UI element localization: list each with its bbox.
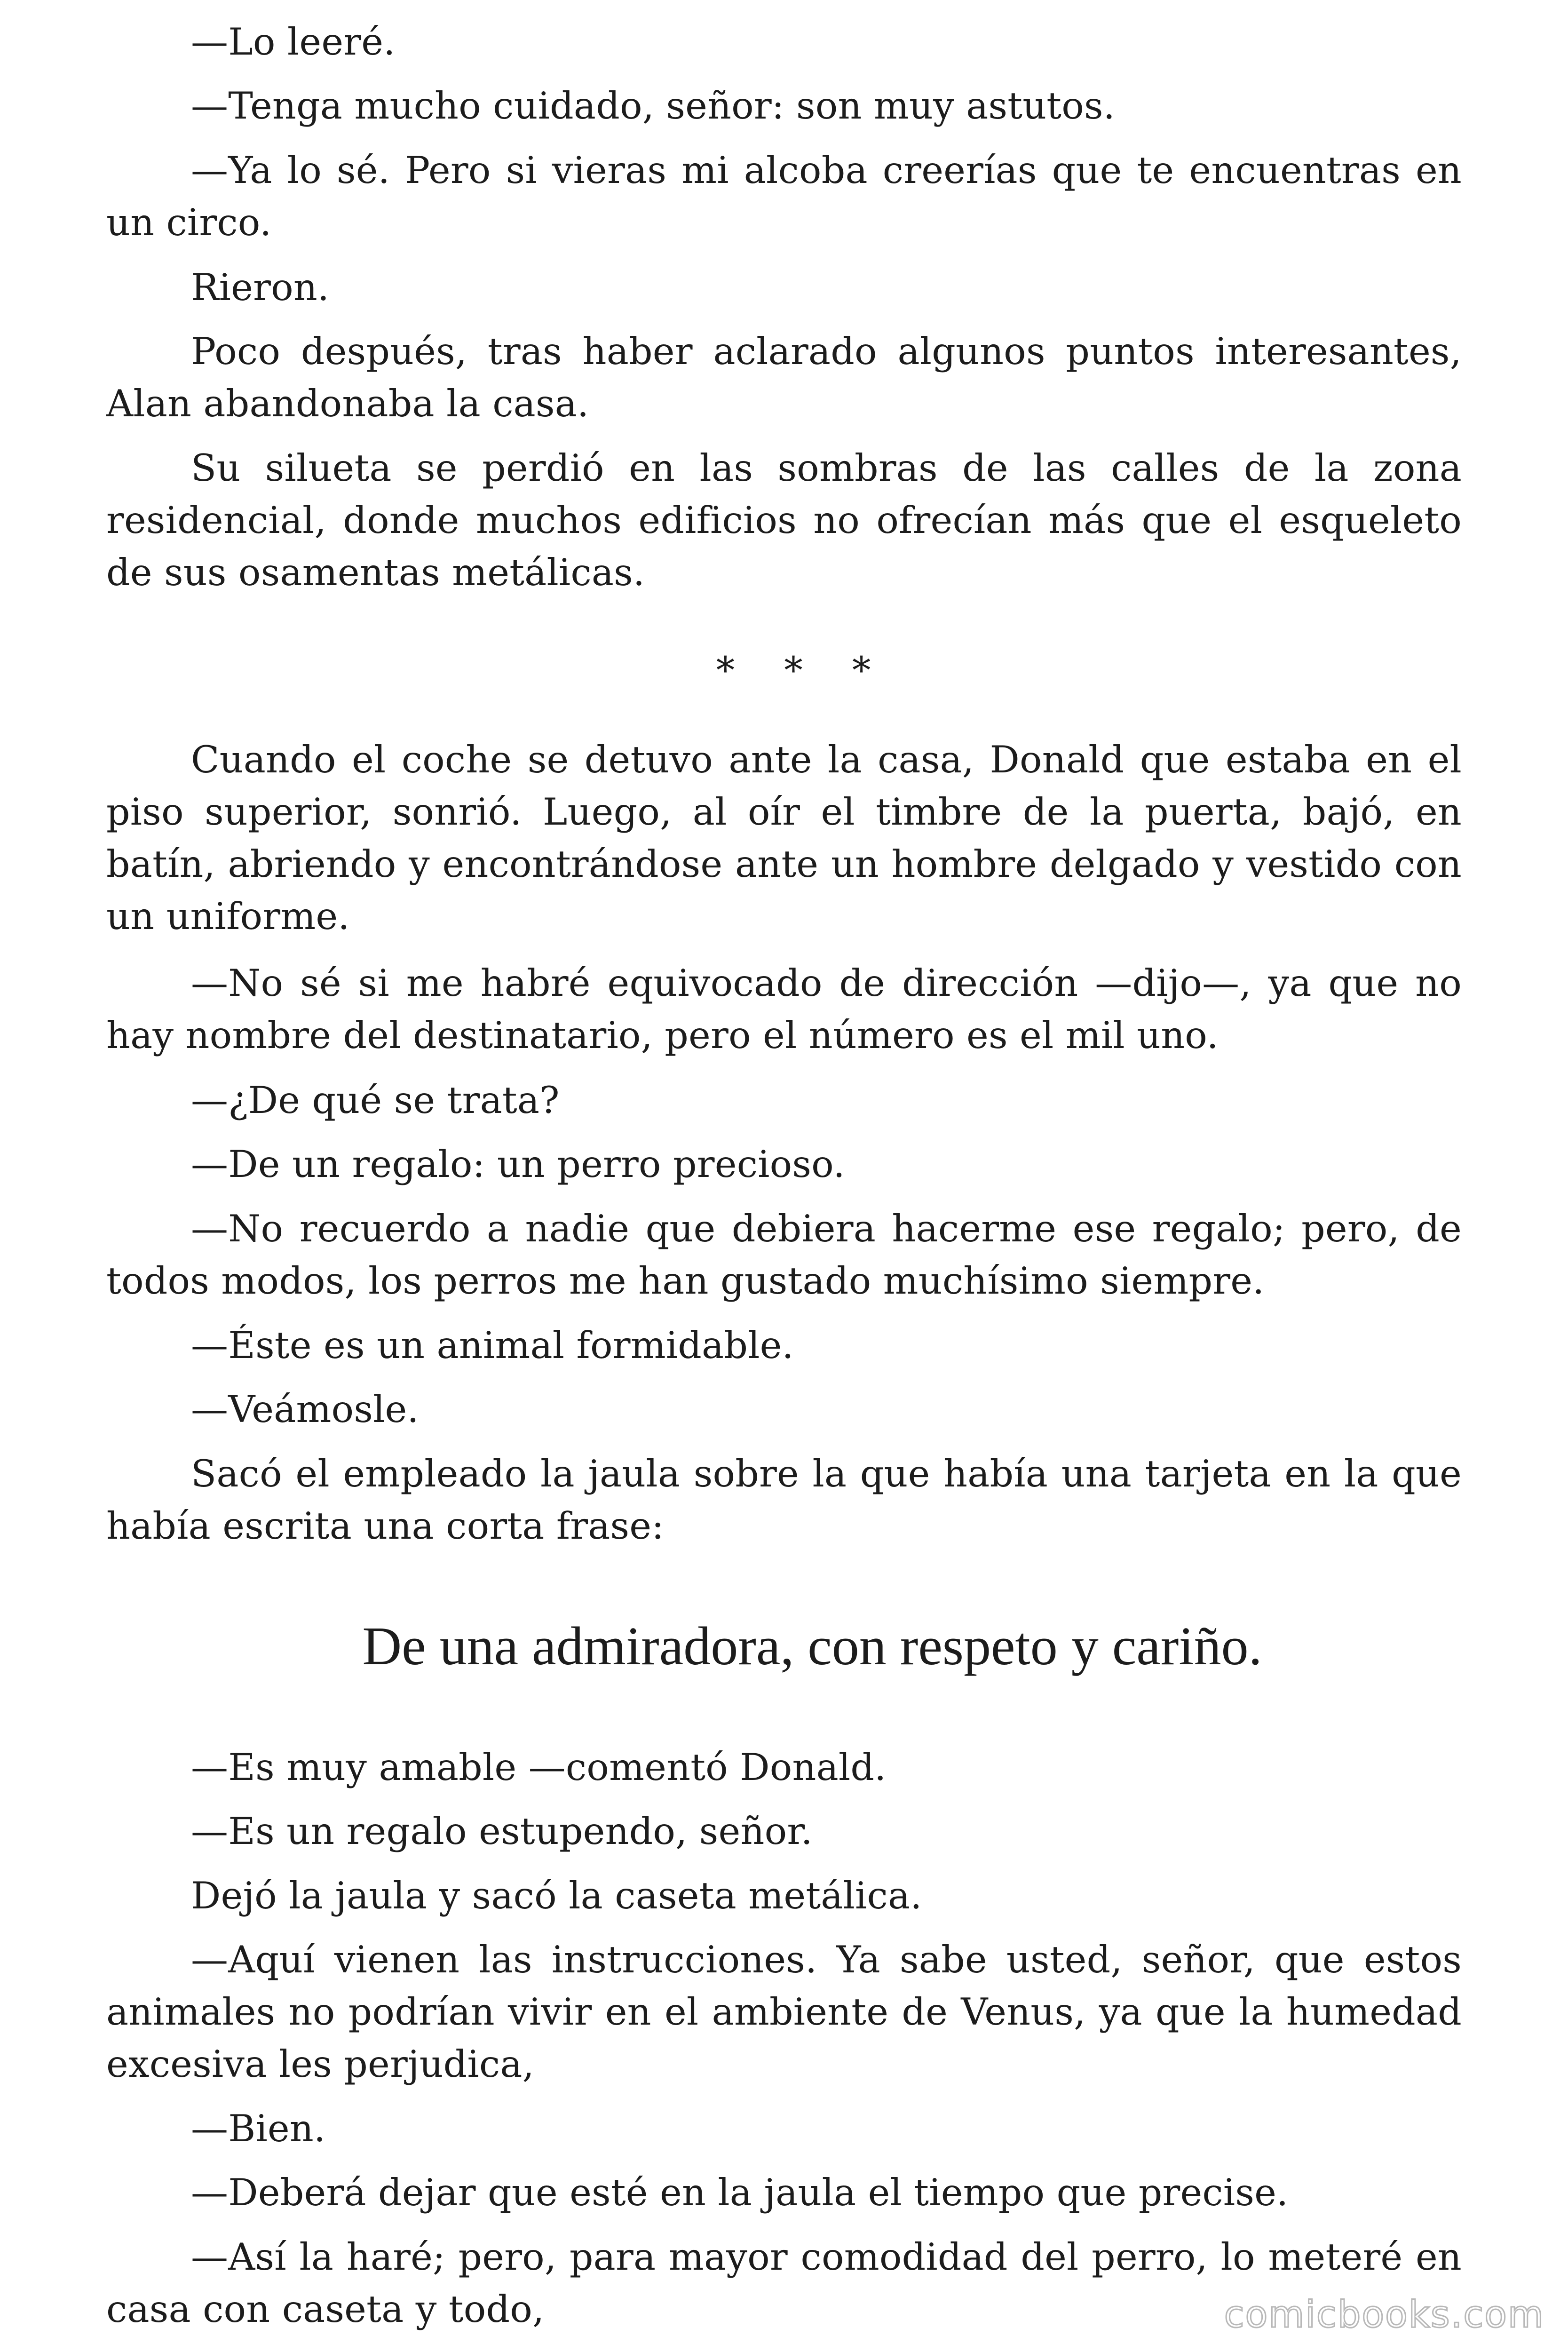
section-separator: * * * <box>716 649 890 692</box>
book-page <box>106 0 1462 2352</box>
paragraph: —No sé si me habré equivocado de dirección —dijo—, ya que no hay nombre del destinatario, pero el número es el mil uno. <box>106 961 1462 1057</box>
paragraph: —De un regalo: un perro precioso. <box>191 1143 845 1186</box>
paragraph: —Tenga mucho cuidado, señor: son muy astutos. <box>191 84 1116 127</box>
paragraph: Sacó el empleado la jaula sobre la que había una tarjeta en la que había escrita una corta frase: <box>106 1452 1462 1548</box>
paragraph: Rieron. <box>191 266 330 309</box>
paragraph: —Aquí vienen las instrucciones. Ya sabe usted, señor, que estos animales no podrían vivir en el ambiente de Venus, ya que la humedad excesiva les perjudica, <box>106 1938 1462 2086</box>
paragraph: —Veámosle. <box>191 1388 419 1431</box>
paragraph: —Éste es un animal formidable. <box>191 1324 794 1367</box>
watermark: comicbooks.com <box>1224 2294 1544 2336</box>
paragraph: Su silueta se perdió en las sombras de las calles de la zona residencial, donde muchos edificios no ofrecían más que el esqueleto de sus osamentas metálicas. <box>106 446 1462 594</box>
paragraph: Poco después, tras haber aclarado algunos puntos interesantes, Alan abandonaba la casa. <box>106 330 1462 425</box>
paragraph: —Bien. <box>191 2107 326 2150</box>
paragraph: —Deberá dejar que esté en la jaula el tiempo que precise. <box>191 2171 1289 2214</box>
paragraph: Cuando el coche se detuvo ante la casa, Donald que estaba en el piso superior, sonrió. Luego, al oír el timbre de la puerta, bajó, en batín, abriendo y encontrándose ante un hombre delgado y vestido con un uniforme. <box>106 738 1462 938</box>
paragraph: —Es un regalo estupendo, señor. <box>191 1810 813 1853</box>
paragraph: —Así la haré; pero, para mayor comodidad del perro, lo meteré en casa con caseta y todo, <box>106 2235 1462 2331</box>
paragraph: Dejó la jaula y sacó la caseta metálica. <box>191 1874 922 1917</box>
paragraph: —Ya lo sé. Pero si vieras mi alcoba creerías que te encuentras en un circo. <box>106 149 1462 244</box>
paragraph: —No recuerdo a nadie que debiera hacerme ese regalo; pero, de todos modos, los perros me han gustado muchísimo siempre. <box>106 1207 1462 1303</box>
paragraph: —¿De qué se trata? <box>191 1079 560 1122</box>
paragraph: —Lo leeré. <box>191 20 396 64</box>
card-quote: De una admiradora, con respeto y cariño. <box>362 1616 1262 1677</box>
paragraph: —Es muy amable —comentó Donald. <box>191 1746 887 1789</box>
